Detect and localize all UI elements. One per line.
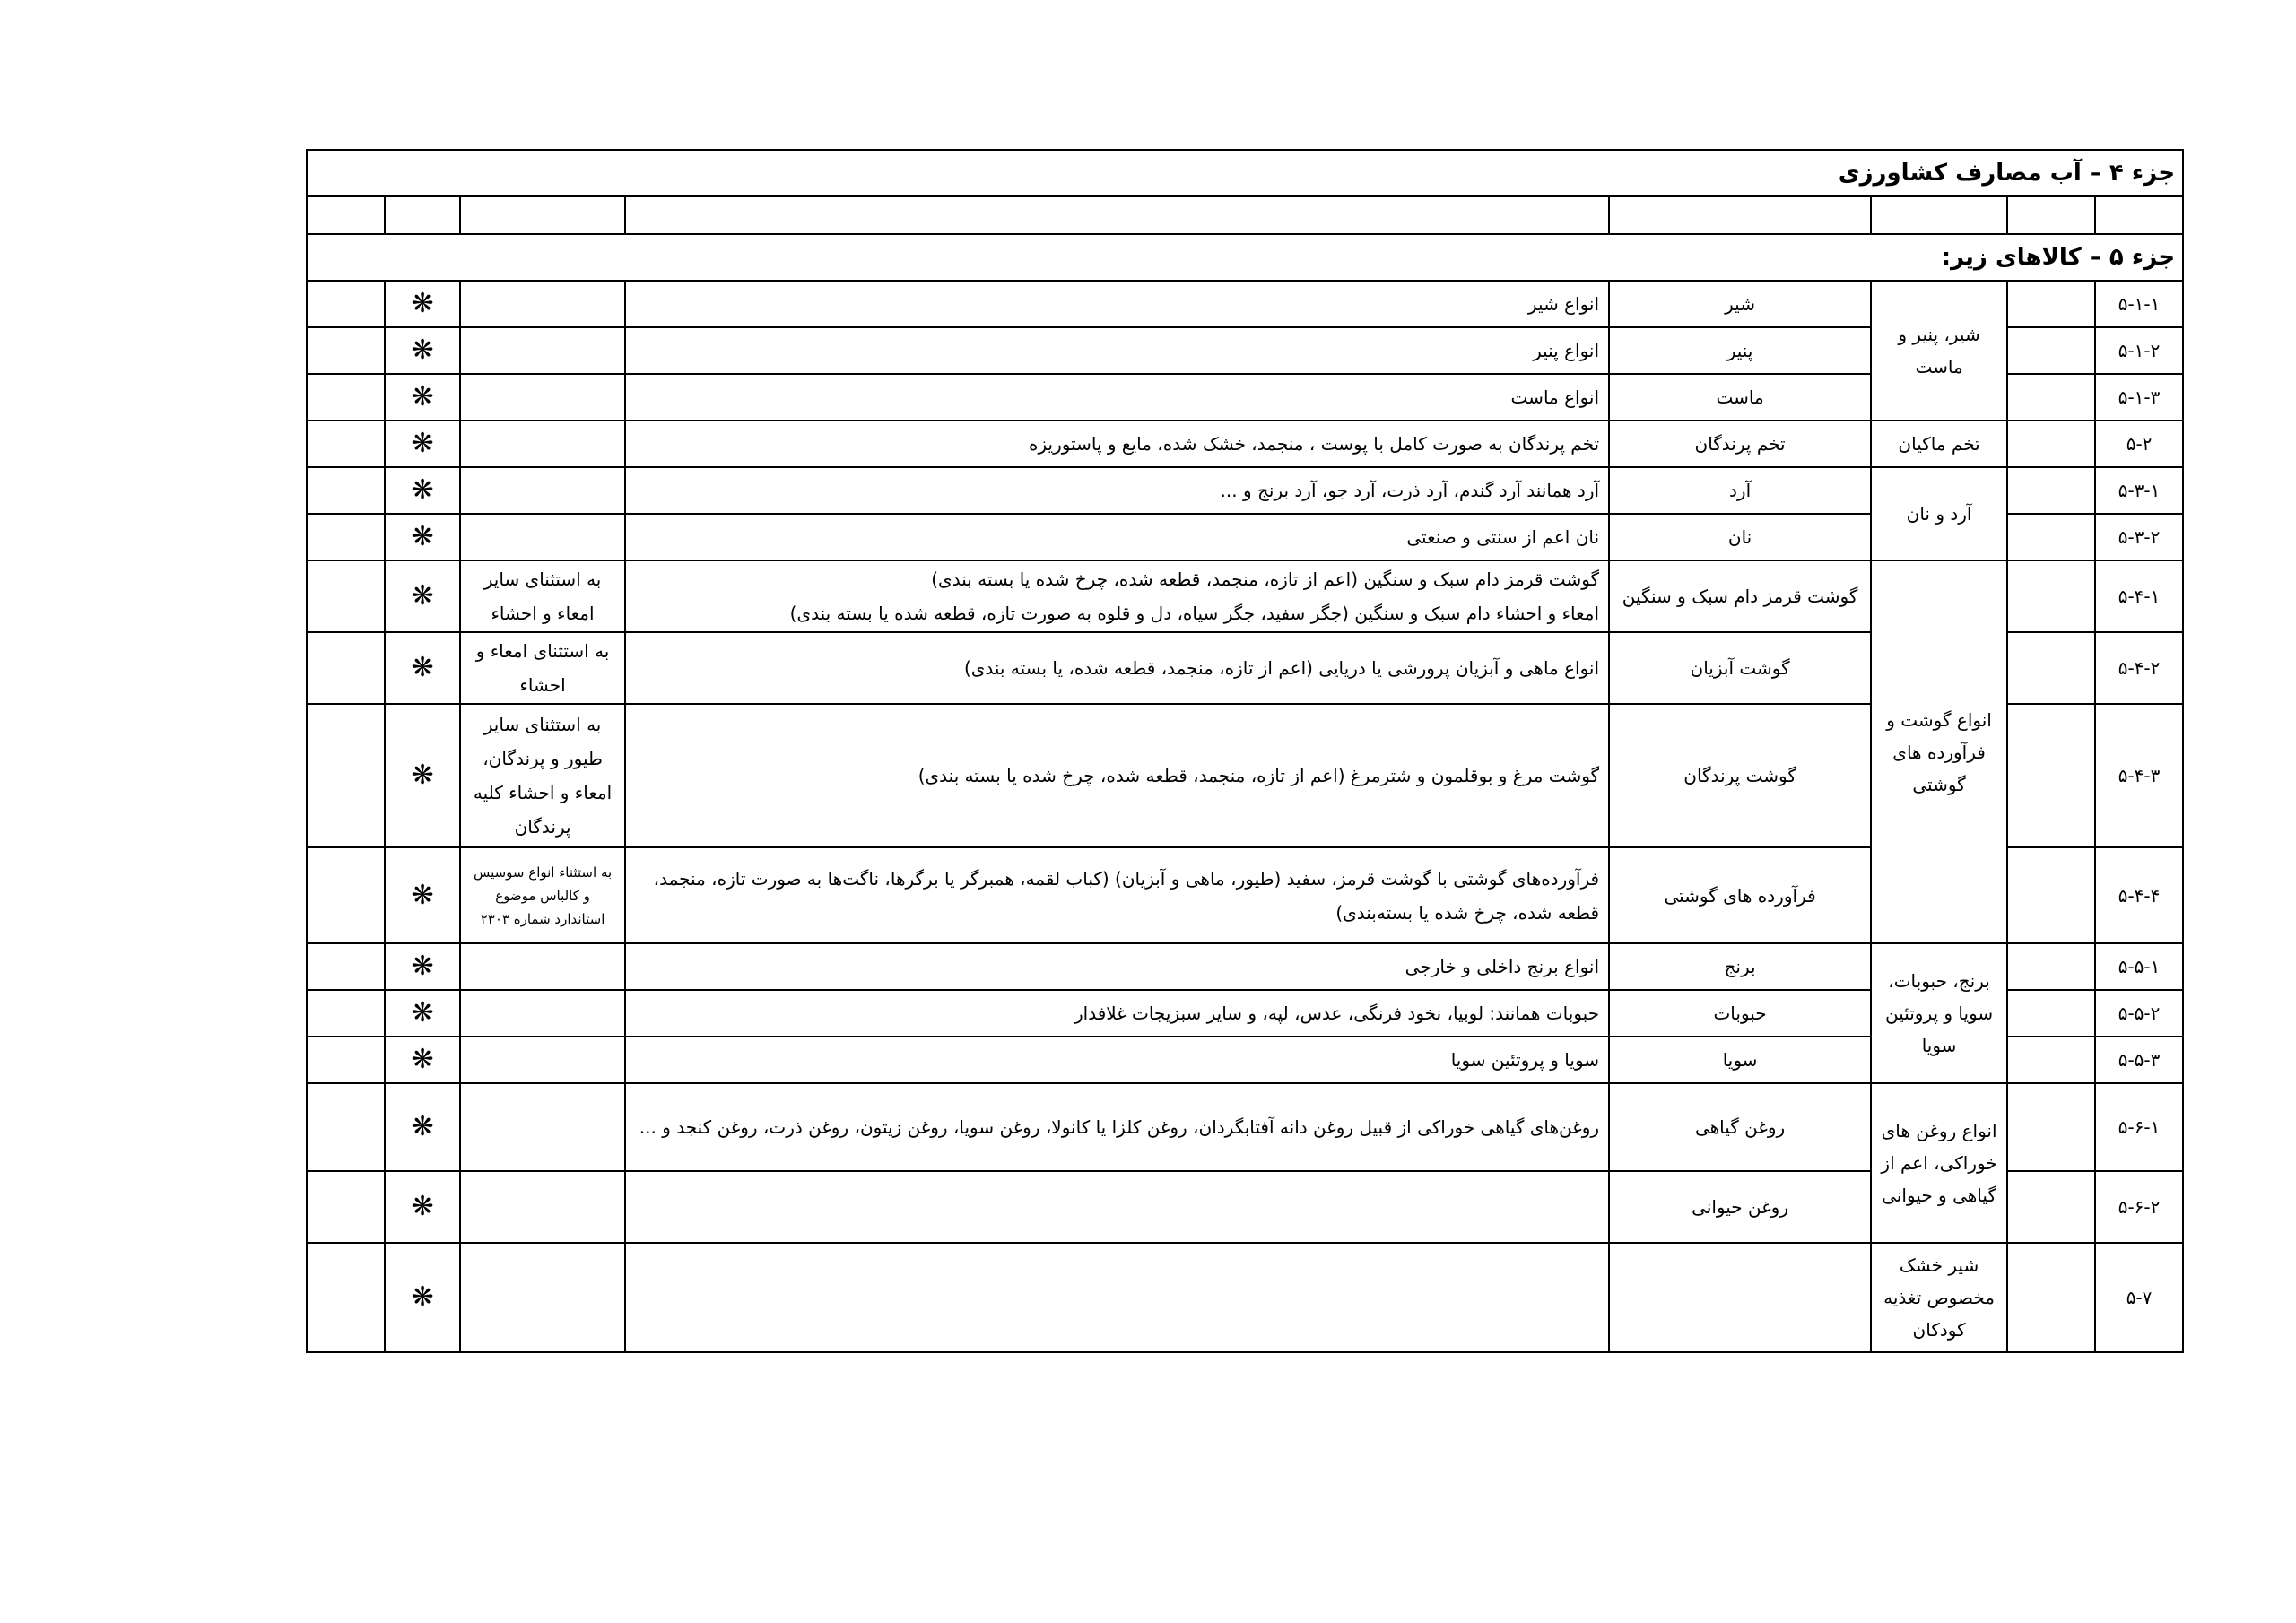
asterisk-icon: ❋ xyxy=(385,327,460,374)
empty-cell xyxy=(2007,421,2095,467)
item-description: انواع برنج داخلی و خارجی xyxy=(625,943,1609,990)
empty-cell xyxy=(307,1037,385,1083)
item-exception xyxy=(460,1037,625,1083)
row-code: ۵-۶-۲ xyxy=(2095,1171,2183,1243)
row-code: ۵-۵-۳ xyxy=(2095,1037,2183,1083)
row-code: ۵-۴-۱ xyxy=(2095,560,2183,632)
empty-cell xyxy=(460,196,625,234)
empty-cell xyxy=(2007,632,2095,704)
item-exception xyxy=(460,990,625,1037)
asterisk-icon: ❋ xyxy=(385,467,460,514)
category-cell: برنج، حبوبات، سویا و پروتئین سویا xyxy=(1871,943,2007,1083)
item-name: برنج xyxy=(1609,943,1871,990)
empty-cell xyxy=(2007,281,2095,327)
empty-cell xyxy=(2007,514,2095,560)
item-exception: به استثنای امعاء و احشاء xyxy=(460,632,625,704)
item-name: تخم پرندگان xyxy=(1609,421,1871,467)
item-name: سویا xyxy=(1609,1037,1871,1083)
empty-cell xyxy=(307,327,385,374)
empty-cell xyxy=(1609,196,1871,234)
asterisk-icon: ❋ xyxy=(385,374,460,421)
item-exception xyxy=(460,281,625,327)
item-description xyxy=(625,1243,1609,1352)
empty-cell xyxy=(2007,1083,2095,1171)
section5-title: جزء ۵ – کالاهای زیر: xyxy=(307,234,2183,281)
item-description: روغن‌های گیاهی خوراکی از قبیل روغن دانه آفتابگردان، روغن کلزا یا کانولا، روغن سویا، روغن زیتون، روغن ذرت، روغن کنجد و ... xyxy=(625,1083,1609,1171)
row-code: ۵-۳-۲ xyxy=(2095,514,2183,560)
section4-title: جزء ۴ – آب مصارف کشاورزی xyxy=(307,150,2183,196)
empty-cell xyxy=(385,196,460,234)
empty-cell xyxy=(307,1083,385,1171)
empty-cell xyxy=(2007,1171,2095,1243)
item-exception xyxy=(460,374,625,421)
empty-cell xyxy=(307,467,385,514)
row-code: ۵-۱-۲ xyxy=(2095,327,2183,374)
category-cell: انواع گوشت و فرآورده های گوشتی xyxy=(1871,560,2007,943)
asterisk-icon: ❋ xyxy=(385,560,460,632)
item-name: روغن گیاهی xyxy=(1609,1083,1871,1171)
empty-cell xyxy=(307,1171,385,1243)
table-row xyxy=(307,1083,2183,1171)
item-description: نان اعم از سنتی و صنعتی xyxy=(625,514,1609,560)
empty-cell xyxy=(2007,327,2095,374)
item-exception: به استثناء انواع سوسیس و کالباس موضوع استاندارد شماره ۲۳۰۳ xyxy=(460,847,625,943)
asterisk-icon: ❋ xyxy=(385,632,460,704)
empty-cell xyxy=(2007,943,2095,990)
empty-cell xyxy=(307,196,385,234)
row-code: ۵-۶-۱ xyxy=(2095,1083,2183,1171)
item-name: آرد xyxy=(1609,467,1871,514)
item-name: گوشت قرمز دام سبک و سنگین xyxy=(1609,560,1871,632)
item-name xyxy=(1609,1243,1871,1352)
asterisk-icon: ❋ xyxy=(385,1083,460,1171)
row-code: ۵-۲ xyxy=(2095,421,2183,467)
category-cell: آرد و نان xyxy=(1871,467,2007,560)
item-name: نان xyxy=(1609,514,1871,560)
table-row xyxy=(307,421,2183,467)
item-exception xyxy=(460,1083,625,1171)
asterisk-icon: ❋ xyxy=(385,1037,460,1083)
section4-title-row xyxy=(307,150,2183,196)
asterisk-icon: ❋ xyxy=(385,281,460,327)
empty-cell xyxy=(2007,374,2095,421)
item-name: ماست xyxy=(1609,374,1871,421)
empty-cell xyxy=(2007,990,2095,1037)
item-exception: به استثنای سایر امعاء و احشاء xyxy=(460,560,625,632)
item-description: سویا و پروتئین سویا xyxy=(625,1037,1609,1083)
item-name: گوشت آبزیان xyxy=(1609,632,1871,704)
goods-table xyxy=(306,149,2184,1353)
item-exception xyxy=(460,467,625,514)
item-description xyxy=(625,560,1609,632)
section4-empty-row xyxy=(307,196,2183,234)
empty-cell xyxy=(2007,847,2095,943)
table-row xyxy=(307,467,2183,514)
item-description: انواع ماهی و آبزیان پرورشی یا دریایی (اعم از تازه، منجمد، قطعه شده، یا بسته بندی) xyxy=(625,632,1609,704)
item-exception xyxy=(460,421,625,467)
row-code: ۵-۱-۱ xyxy=(2095,281,2183,327)
item-description xyxy=(625,1171,1609,1243)
asterisk-icon: ❋ xyxy=(385,1171,460,1243)
empty-cell xyxy=(307,1243,385,1352)
item-exception xyxy=(460,327,625,374)
section5-title-row xyxy=(307,234,2183,281)
row-code: ۵-۴-۲ xyxy=(2095,632,2183,704)
table-row xyxy=(307,1243,2183,1352)
row-code: ۵-۴-۴ xyxy=(2095,847,2183,943)
asterisk-icon: ❋ xyxy=(385,943,460,990)
empty-cell xyxy=(2007,196,2095,234)
empty-cell xyxy=(307,560,385,632)
item-name: حبوبات xyxy=(1609,990,1871,1037)
item-exception xyxy=(460,943,625,990)
row-code: ۵-۳-۱ xyxy=(2095,467,2183,514)
item-description-line: گوشت قرمز دام سبک و سنگین (اعم از تازه، منجمد، قطعه شده، چرخ شده یا بسته بندی) xyxy=(931,568,1600,590)
empty-cell xyxy=(307,374,385,421)
asterisk-icon: ❋ xyxy=(385,847,460,943)
table-row xyxy=(307,560,2183,632)
category-cell: شیر، پنیر و ماست xyxy=(1871,281,2007,421)
item-description: آرد همانند آرد گندم، آرد ذرت، آرد جو، آرد برنج و ... xyxy=(625,467,1609,514)
empty-cell xyxy=(307,421,385,467)
asterisk-icon: ❋ xyxy=(385,704,460,847)
empty-cell xyxy=(2007,560,2095,632)
item-description: تخم پرندگان به صورت کامل با پوست ، منجمد، خشک شده، مایع و پاستوریزه xyxy=(625,421,1609,467)
empty-cell xyxy=(625,196,1609,234)
row-code: ۵-۱-۳ xyxy=(2095,374,2183,421)
empty-cell xyxy=(2095,196,2183,234)
item-description-line: امعاء و احشاء دام سبک و سنگین (جگر سفید، جگر سیاه، دل و قلوه به صورت تازه، قطعه شده یا بسته بندی) xyxy=(789,603,1600,624)
empty-cell xyxy=(307,847,385,943)
item-name: فرآورده های گوشتی xyxy=(1609,847,1871,943)
category-cell: انواع روغن های خوراکی، اعم از گیاهی و حیوانی xyxy=(1871,1083,2007,1243)
row-code: ۵-۴-۳ xyxy=(2095,704,2183,847)
item-exception xyxy=(460,1243,625,1352)
row-code: ۵-۷ xyxy=(2095,1243,2183,1352)
row-code: ۵-۵-۲ xyxy=(2095,990,2183,1037)
empty-cell xyxy=(307,943,385,990)
item-description: گوشت مرغ و بوقلمون و شترمرغ (اعم از تازه، منجمد، قطعه شده، چرخ شده یا بسته بندی) xyxy=(625,704,1609,847)
empty-cell xyxy=(2007,1243,2095,1352)
item-description: حبوبات همانند: لوبیا، نخود فرنگی، عدس، لپه، و سایر سبزیجات غلافدار xyxy=(625,990,1609,1037)
table-row xyxy=(307,943,2183,990)
asterisk-icon: ❋ xyxy=(385,1243,460,1352)
empty-cell xyxy=(307,281,385,327)
category-cell: تخم ماکیان xyxy=(1871,421,2007,467)
item-description: انواع ماست xyxy=(625,374,1609,421)
table-row xyxy=(307,281,2183,327)
empty-cell xyxy=(307,704,385,847)
item-description: فرآورده‌های گوشتی با گوشت قرمز، سفید (طیور، ماهی و آبزیان) (کباب لقمه، همبرگر یا برگرها، ناگت‌ها به صورت تازه، منجمد، قطعه شده، چرخ شده یا بسته‌بندی) xyxy=(625,847,1609,943)
empty-cell xyxy=(307,990,385,1037)
empty-cell xyxy=(307,514,385,560)
empty-cell xyxy=(2007,704,2095,847)
item-name: شیر xyxy=(1609,281,1871,327)
row-code: ۵-۵-۱ xyxy=(2095,943,2183,990)
category-cell: شیر خشک مخصوص تغذیه کودکان xyxy=(1871,1243,2007,1352)
item-exception xyxy=(460,514,625,560)
item-description: انواع پنیر xyxy=(625,327,1609,374)
asterisk-icon: ❋ xyxy=(385,990,460,1037)
item-name: گوشت پرندگان xyxy=(1609,704,1871,847)
asterisk-icon: ❋ xyxy=(385,421,460,467)
empty-cell xyxy=(2007,467,2095,514)
item-description: انواع شیر xyxy=(625,281,1609,327)
asterisk-icon: ❋ xyxy=(385,514,460,560)
item-name: روغن حیوانی xyxy=(1609,1171,1871,1243)
item-exception: به استثنای سایر طیور و پرندگان، امعاء و احشاء کلیه پرندگان xyxy=(460,704,625,847)
empty-cell xyxy=(2007,1037,2095,1083)
empty-cell xyxy=(307,632,385,704)
item-exception xyxy=(460,1171,625,1243)
item-name: پنیر xyxy=(1609,327,1871,374)
empty-cell xyxy=(1871,196,2007,234)
